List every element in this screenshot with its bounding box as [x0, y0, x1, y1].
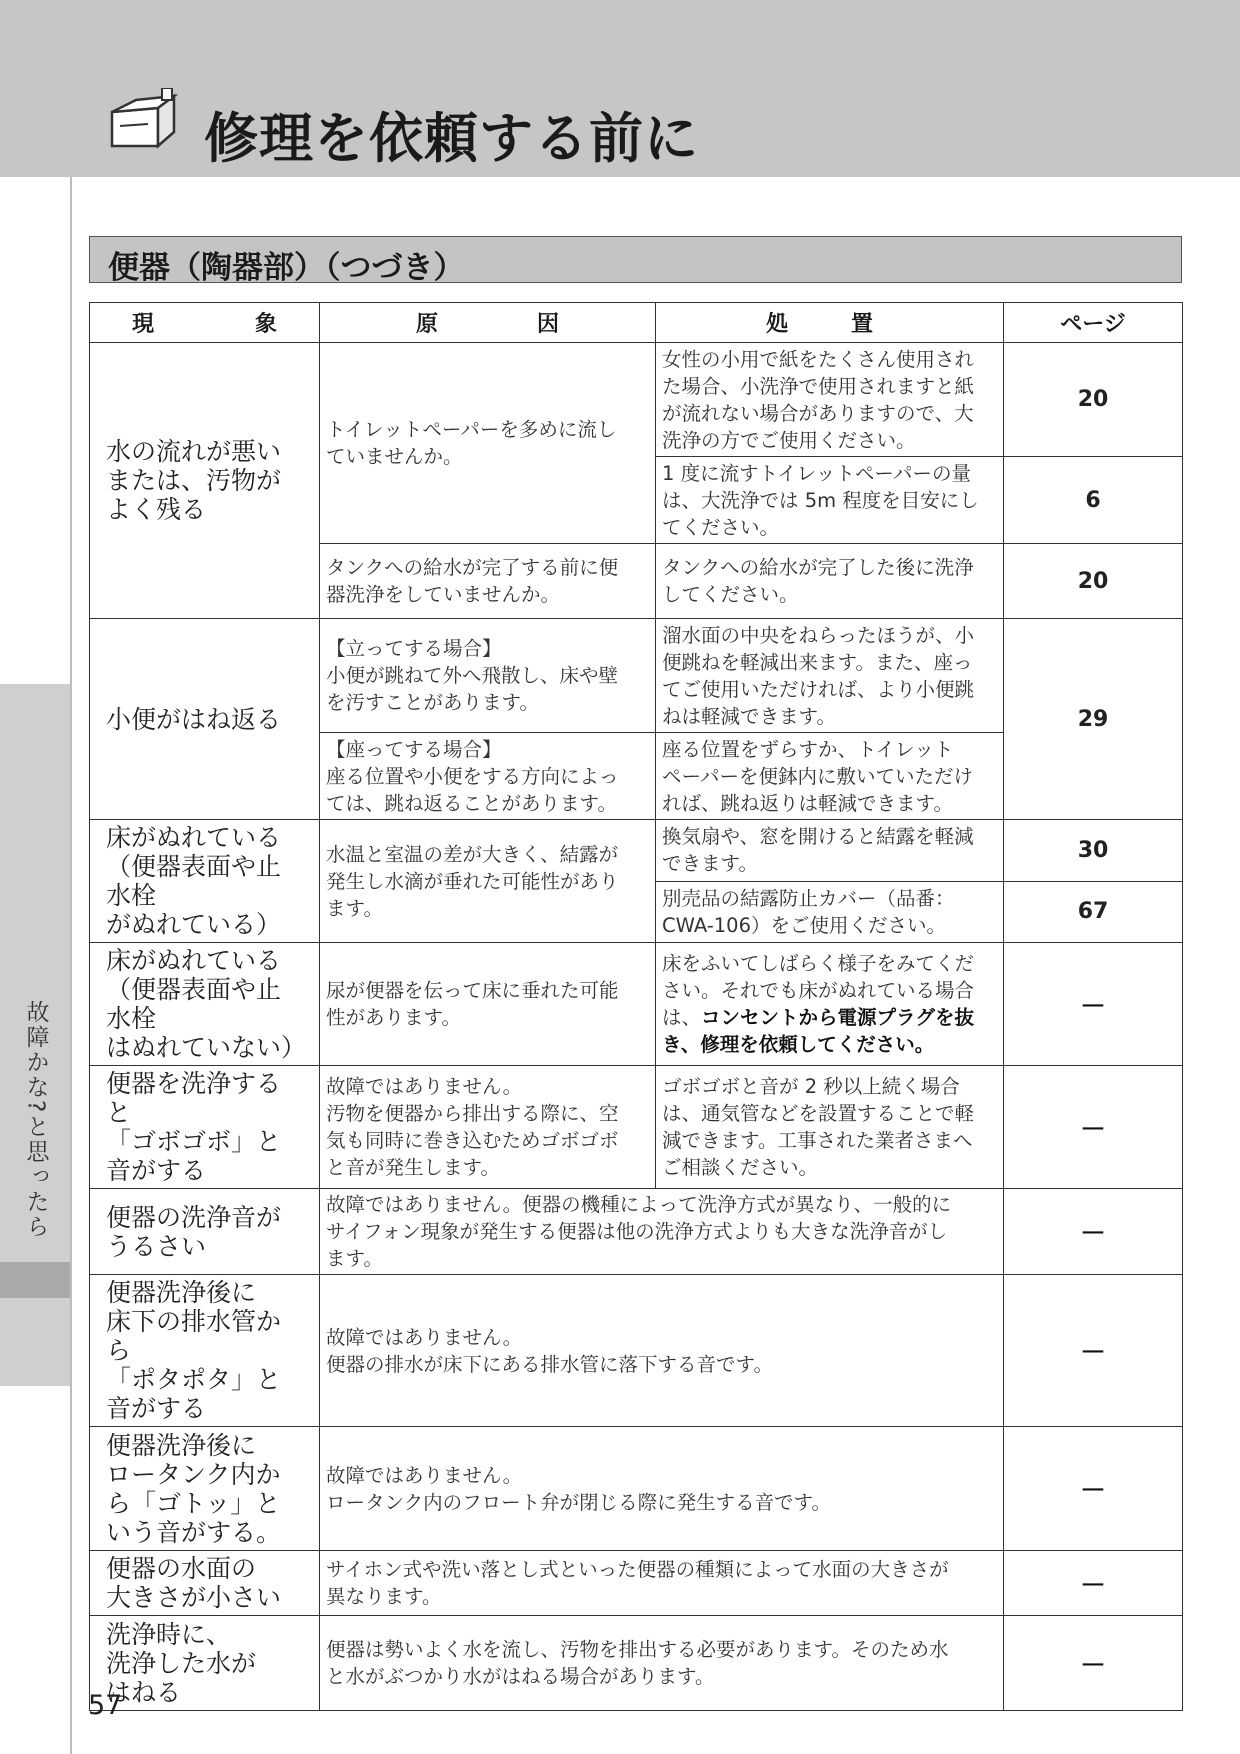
page-title: 修理を依頼する前に — [204, 107, 699, 170]
left-rule — [70, 177, 72, 1754]
cause-cell: 【立ってする場合】 小便が跳ねて外へ飛散し、床や壁 を汚すことがあります。 — [320, 619, 656, 733]
page-cell: 6 — [1004, 457, 1183, 544]
phenomenon-cell: 便器の洗浄音が うるさい — [90, 1189, 320, 1275]
phenomenon-cell: 床がぬれている （便器表面や止水栓 はぬれていない） — [90, 943, 320, 1066]
cause-cell: 【座ってする場合】 座る位置や小便をする方向によっ ては、跳ね返ることがあります。 — [320, 733, 656, 820]
page-cell: － — [1004, 1275, 1183, 1427]
cause-cell: トイレットペーパーを多めに流し ていませんか。 — [320, 343, 656, 544]
page-cell: － — [1004, 943, 1183, 1066]
table-row — [90, 1427, 1183, 1551]
toilet-icon — [108, 88, 178, 152]
merged-description-cell: 故障ではありません。便器の機種によって洗浄方式が異なり、一般的に サイフォン現象が発生する便器は他の洗浄方式よりも大きな洗浄音がし ます。 — [320, 1189, 1004, 1275]
remedy-cell: 溜水面の中央をねらったほうが、小 便跳ねを軽減出来ます。また、座っ てご使用いただければ、より小便跳 ねは軽減できます。 — [656, 619, 1004, 733]
merged-description-cell: 故障ではありません。 ロータンク内のフロート弁が閉じる際に発生する音です。 — [320, 1427, 1004, 1551]
page-cell: 20 — [1004, 544, 1183, 619]
phenomenon-cell: 水の流れが悪い または、汚物が よく残る — [90, 343, 320, 619]
troubleshooting-table — [89, 302, 1183, 1711]
cause-cell: 尿が便器を伝って床に垂れた可能 性があります。 — [320, 943, 656, 1066]
table-row — [90, 1066, 1183, 1189]
page-cell: 30 — [1004, 820, 1183, 882]
table-row — [90, 1189, 1183, 1275]
header-page: ページ — [1004, 303, 1183, 343]
remedy-cell: 別売品の結露防止カバー（品番： CWA-106）をご使用ください。 — [656, 881, 1004, 943]
header-remedy: 処 置 — [656, 303, 1004, 343]
section-heading-bar — [89, 236, 1182, 286]
table-row — [90, 943, 1183, 1066]
remedy-cell: 座る位置をずらすか、トイレット ペーパーを便鉢内に敷いていただけ れば、跳ね返りは軽減できます。 — [656, 733, 1004, 820]
phenomenon-cell: 洗浄時に、 洗浄した水が はねる — [90, 1616, 320, 1711]
side-tab-label: 故障かな?と思ったら — [22, 1000, 49, 1240]
page-cell: － — [1004, 1066, 1183, 1189]
phenomenon-cell: 小便がはね返る — [90, 619, 320, 820]
table-row — [90, 1616, 1183, 1711]
cause-cell: 水温と室温の差が大きく、結露が 発生し水滴が垂れた可能性があり ます。 — [320, 820, 656, 943]
cause-cell: タンクへの給水が完了する前に便 器洗浄をしていませんか。 — [320, 544, 656, 619]
merged-description-cell: サイホン式や洗い落とし式といった便器の種類によって水面の大きさが 異なります。 — [320, 1551, 1004, 1616]
phenomenon-cell: 便器洗浄後に ロータンク内か ら「ゴトッ」と いう音がする。 — [90, 1427, 320, 1551]
table-row — [90, 1275, 1183, 1427]
page-cell: － — [1004, 1551, 1183, 1616]
page-cell: － — [1004, 1189, 1183, 1275]
merged-description-cell: 故障ではありません。 便器の排水が床下にある排水管に落下する音です。 — [320, 1275, 1004, 1427]
phenomenon-cell: 便器を洗浄すると 「ゴボゴボ」と 音がする — [90, 1066, 320, 1189]
warning-text: コンセントから電源プラグを抜 — [701, 1006, 975, 1029]
page-number: 57 — [88, 1690, 123, 1721]
header-phenomenon: 現 象 — [90, 303, 320, 343]
remedy-cell: 1 度に流すトイレットペーパーの量 は、大洗浄では 5m 程度を目安にし てください。 — [656, 457, 1004, 544]
table-row — [90, 1551, 1183, 1616]
table-header-row — [90, 303, 1183, 343]
remedy-cell: ゴボゴボと音が 2 秒以上続く場合 は、通気管などを設置することで軽 減できます。工事された業者さまへ ご相談ください。 — [656, 1066, 1004, 1189]
remedy-cell: 女性の小用で紙をたくさん使用され た場合、小洗浄で使用されますと紙 が流れない場合がありますので、大 洗浄の方でご使用ください。 — [656, 343, 1004, 457]
merged-description-cell: 便器は勢いよく水を流し、汚物を排出する必要があります。そのため水 と水がぶつかり水がはねる場合があります。 — [320, 1616, 1004, 1711]
header-cause: 原 因 — [320, 303, 656, 343]
table-row — [90, 619, 1183, 733]
page-cell: 29 — [1004, 619, 1183, 820]
cause-cell: 故障ではありません。 汚物を便器から排出する際に、空 気も同時に巻き込むためゴボゴボ と音が発生します。 — [320, 1066, 656, 1189]
page-cell: － — [1004, 1427, 1183, 1551]
side-tab-marker — [0, 1262, 70, 1298]
remedy-cell: 換気扇や、窓を開けると結露を軽減 できます。 — [656, 820, 1004, 882]
table-row — [90, 820, 1183, 882]
phenomenon-cell: 便器の水面の 大きさが小さい — [90, 1551, 320, 1616]
warning-text: き、修理を依頼してください。 — [662, 1033, 935, 1056]
phenomenon-cell: 便器洗浄後に 床下の排水管から 「ポタポタ」と 音がする — [90, 1275, 320, 1427]
remedy-cell: タンクへの給水が完了した後に洗浄 してください。 — [656, 544, 1004, 619]
page-cell: 20 — [1004, 343, 1183, 457]
remedy-cell: 床をふいてしばらく様子をみてくだ さい。それでも床がぬれている場合 は、コンセントから電源プラグを抜 き、修理を依頼してください。 — [656, 943, 1004, 1066]
page-cell: － — [1004, 1616, 1183, 1711]
page-cell: 67 — [1004, 881, 1183, 943]
table-row — [90, 343, 1183, 457]
phenomenon-cell: 床がぬれている （便器表面や止水栓 がぬれている） — [90, 820, 320, 943]
section-title: 便器（陶器部）（つづき） — [108, 250, 465, 286]
